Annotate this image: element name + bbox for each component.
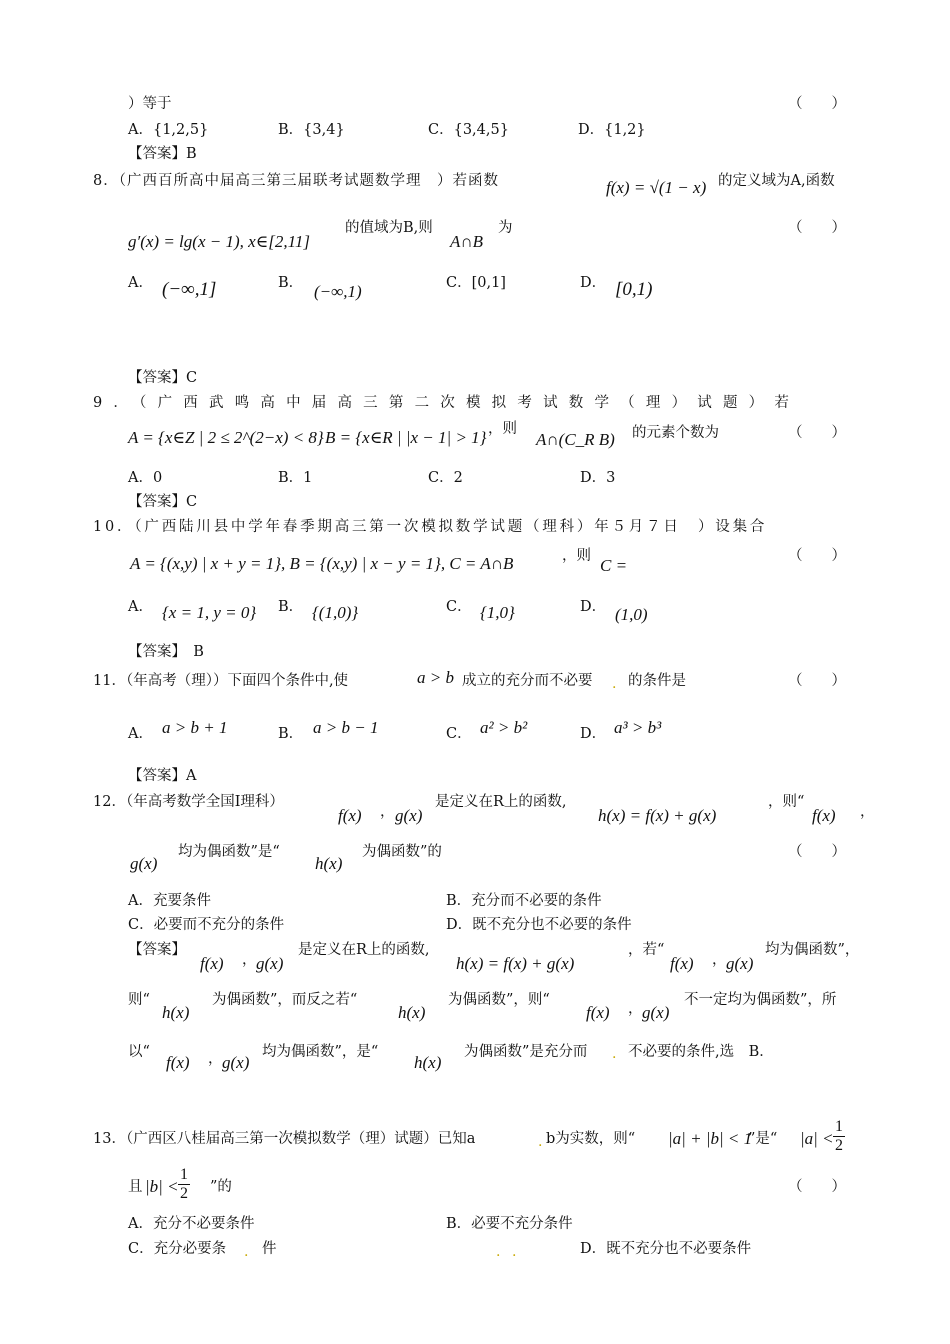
q8-answer-paren: （ ）: [788, 220, 846, 236]
q10-option-c-label: C．: [446, 599, 472, 615]
q13-half-fraction: [833, 1118, 845, 1155]
q9-option-b: B．1: [278, 470, 313, 486]
q10-option-d-label: D．: [580, 599, 607, 615]
q11-option-a: a > b + 1: [162, 718, 228, 737]
q12-ans-then: 则“: [128, 992, 150, 1008]
q12-ans-gx: g(x): [256, 954, 284, 973]
q11-option-b-label: B．: [278, 726, 304, 742]
q12-ans-gx-3: g(x): [642, 1003, 670, 1022]
q12-ans-hx-3: h(x): [414, 1053, 442, 1072]
q12-stem-h-even: 为偶函数”的: [362, 844, 442, 860]
q13-option-a: A．充分不必要条件: [128, 1216, 255, 1232]
q12-ans-fx-3: f(x): [586, 1003, 610, 1022]
q11-option-b: a > b − 1: [313, 718, 379, 737]
q11-option-c-label: C．: [446, 726, 472, 742]
q8-stem-range: 的值域为B,则: [345, 220, 433, 236]
q9-stem-then: ，则: [488, 421, 517, 437]
q13-stem-and: 且: [128, 1179, 143, 1195]
q12-gx: g(x): [395, 806, 423, 825]
q11-stem-condition: 的条件是: [628, 673, 686, 689]
q12-option-c: C．必要而不充分的条件: [128, 917, 285, 933]
q7-option-c: C．{3,4,5}: [428, 122, 509, 138]
q12-ans-if: ，若“: [628, 942, 665, 958]
q12-ans-gx-2: g(x): [726, 954, 754, 973]
q12-option-b: B．充分而不必要的条件: [446, 893, 602, 909]
q9-expression: A∩(C_R B): [536, 430, 615, 449]
q12-stem-then: ，则“: [768, 794, 805, 810]
q12-ans-h-even-2: 为偶函数”，则“: [448, 992, 550, 1008]
q13-option-b: B．必要不充分条件: [446, 1216, 573, 1232]
q11-answer: 【答案】A: [128, 768, 197, 784]
q13-option-d: D．既不充分也不必要条件: [580, 1241, 752, 1257]
q9-set-b: B = {x∈R | |x − 1| > 1}: [325, 428, 487, 447]
q13-stem-b: b为实数，则“: [546, 1131, 636, 1147]
q12-ans-defined: 是定义在R上的函数,: [298, 942, 430, 958]
q8-option-d-label: D．: [580, 275, 607, 291]
q10-answer: 【答案】 B: [128, 644, 204, 660]
q10-stem: 10．（广西陆川县中学年春季期高三第一次模拟数学试题（理科）年５月７日 ）设集合: [93, 519, 768, 535]
q10-c-expression: C =: [600, 556, 628, 575]
q9-answer-paren: （ ）: [788, 425, 846, 441]
q10-stem-then: ，则: [562, 548, 591, 564]
q12-ans-not-necessarily: 不一定均为偶函数”，所: [684, 992, 837, 1008]
q11-option-d-label: D．: [580, 726, 607, 742]
q12-ans-fx-2: f(x): [670, 954, 694, 973]
q12-ans-both-even-2: 均为偶函数”，是“: [262, 1044, 379, 1060]
q8-answer: 【答案】C: [128, 370, 198, 386]
q8-option-b-label: B．: [278, 275, 304, 291]
q13-stem-is: ”是“: [748, 1131, 778, 1147]
q9-option-d: D．3: [580, 470, 616, 486]
q7-answer: 【答案】B: [128, 146, 197, 162]
q10-option-b-label: B．: [278, 599, 304, 615]
q13-answer-paren: （ ）: [788, 1179, 846, 1195]
q7-stem-end: ）等于: [128, 96, 172, 112]
q11-option-c: a² > b²: [480, 718, 528, 737]
q12-stem-defined: 是定义在R上的函数,: [435, 794, 567, 810]
q13-option-c-tail: 件: [262, 1241, 277, 1257]
q12-ans-fx-4: f(x): [166, 1053, 190, 1072]
q12-fx-2: f(x): [812, 806, 836, 825]
q8-stem-wei: 为: [498, 220, 513, 236]
q9-answer: 【答案】C: [128, 494, 198, 510]
q13-half-numerator: 1: [835, 1118, 843, 1135]
q12-ans-so: 以“: [128, 1044, 150, 1060]
q12-gx-2: g(x): [130, 854, 158, 873]
q8-option-b: (−∞,1): [314, 282, 362, 301]
q8-option-c: C．[0,1]: [446, 275, 506, 291]
q8-stem: 8．（广西百所高中届高三第三届联考试题数学理 ）若函数: [93, 173, 499, 189]
q8-g-expression: g′(x) = lg(x − 1), x∈[2,11]: [128, 232, 310, 251]
q13-stem: 13．（广西区八桂届高三第一次模拟数学（理）试题）已知a: [93, 1131, 476, 1147]
q13-option-c: C．充分必要条: [128, 1241, 227, 1257]
q11-option-a-label: A．: [128, 726, 153, 742]
q13-condition-2a: |a| <: [800, 1129, 834, 1148]
q10-option-a: {x = 1, y = 0}: [162, 603, 257, 622]
q12-hx: h(x): [315, 854, 343, 873]
q12-ans-h-even: 为偶函数”，而反之若“: [212, 992, 358, 1008]
q12-ans-hx-2: h(x): [398, 1003, 426, 1022]
q12-answer-paren: （ ）: [788, 844, 846, 860]
q10-option-d: (1,0): [615, 605, 648, 624]
q12-option-a: A．充要条件: [128, 893, 211, 909]
q13-half-numerator-2: 1: [180, 1166, 188, 1183]
q12-answer-label: 【答案】: [128, 942, 186, 958]
q11-condition: a > b: [417, 668, 454, 687]
q9-option-a: A．0: [128, 470, 163, 486]
q7-option-b: B．{3,4}: [278, 122, 345, 138]
q13-condition-1: |a| + |b| < 1: [668, 1129, 753, 1148]
q10-option-b: {(1,0)}: [312, 603, 359, 622]
q9-stem: 9．（广西武鸣高中届高三第二次模拟考试数学（理）试题）若: [93, 395, 801, 411]
q8-stem-domain: 的定义域为A,函数: [718, 173, 835, 189]
q13-half-denominator-2: 2: [180, 1185, 188, 1202]
q12-ans-gx-4: g(x): [222, 1053, 250, 1072]
q12-fx: f(x): [338, 806, 362, 825]
q8-intersection: A∩B: [450, 232, 484, 251]
q10-sets: A = {(x,y) | x + y = 1}, B = {(x,y) | x − y = 1}, C = A∩B: [130, 554, 514, 573]
q10-option-a-label: A．: [128, 599, 153, 615]
q10-answer-paren: （ ）: [788, 548, 846, 564]
q13-half-fraction-2: [178, 1166, 190, 1203]
q8-option-d: [0,1): [615, 279, 653, 300]
q11-stem: 11．（年高考（理））下面四个条件中,使: [93, 673, 349, 689]
q9-set-a: A = {x∈Z | 2 ≤ 2^(2−x) < 8}: [128, 428, 324, 447]
q7-answer-paren: （ ）: [788, 96, 846, 112]
q8-option-a: (−∞,1]: [162, 279, 217, 300]
q12-ans-both-even: 均为偶函数”，: [765, 942, 860, 958]
q11-answer-paren: （ ）: [788, 673, 846, 689]
q9-option-c: C．2: [428, 470, 463, 486]
q8-option-a-label: A．: [128, 275, 153, 291]
q8-f-expression: f(x) = √(1 − x): [606, 178, 707, 197]
q12-ans-sum: h(x) = f(x) + g(x): [456, 954, 575, 973]
q13-stem-of: ”的: [210, 1179, 232, 1195]
q7-option-d: D．{1,2}: [578, 122, 646, 138]
q12-ans-hx: h(x): [162, 1003, 190, 1022]
q12-ans-conclusion: 不必要的条件,选 B．: [628, 1044, 774, 1060]
q13-half-denominator: 2: [835, 1137, 843, 1154]
q12-ans-fx: f(x): [200, 954, 224, 973]
q11-stem-sufficient: 成立的充分而不必要: [462, 673, 593, 689]
q12-stem-both-even: 均为偶函数”是“: [178, 844, 280, 860]
q12-option-d: D．既不充分也不必要的条件: [446, 917, 632, 933]
q9-stem-count: 的元素个数为: [632, 425, 719, 441]
q13-condition-2b: |b| <: [145, 1177, 179, 1196]
q7-option-a: A．{1,2,5}: [128, 122, 209, 138]
q12-ans-sufficient: 为偶函数”是充分而: [464, 1044, 588, 1060]
q12-stem: 12．（年高考数学全国Ⅰ理科）: [93, 794, 284, 810]
q12-sum: h(x) = f(x) + g(x): [598, 806, 717, 825]
q10-option-c: {1,0}: [480, 603, 515, 622]
q11-option-d: a³ > b³: [614, 718, 662, 737]
